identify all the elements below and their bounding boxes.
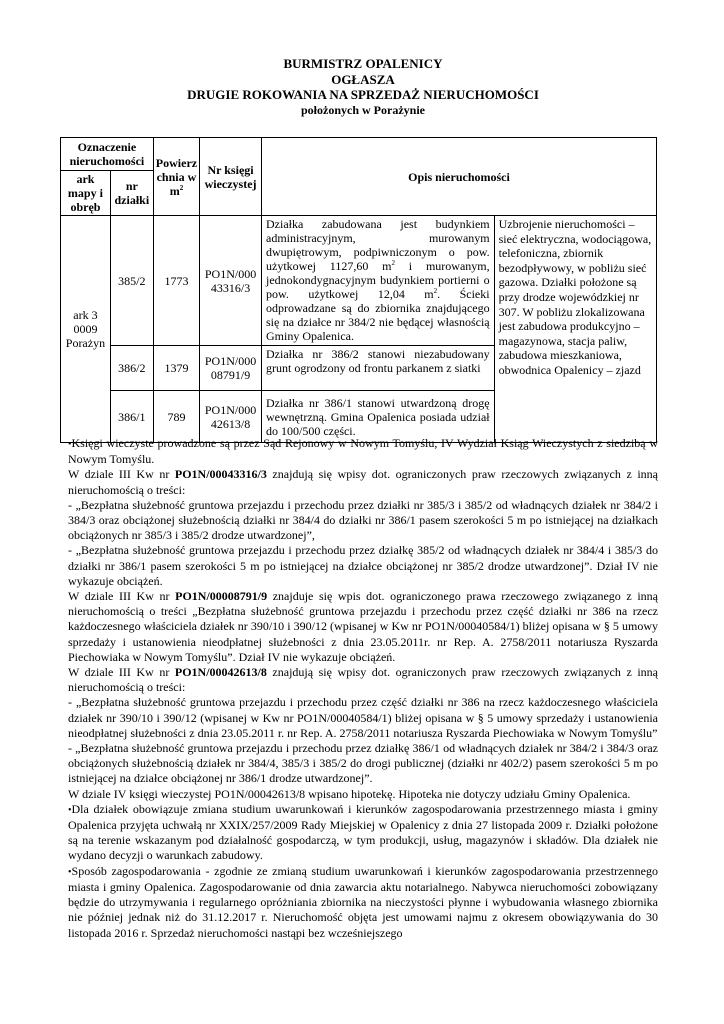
paragraph-mortgage: W dziale IV księgi wieczystej PO1N/00042613/8 wpisano hipotekę. Hipoteka nie dotyczy udziału Gminy Opalenica. xyxy=(68,786,631,801)
header-ark: ark mapy i obręb xyxy=(61,171,111,216)
parcel-description: Działka nr 386/2 stanowi niezabudowany grunt ogrodzony od frontu parkanem z siatki xyxy=(262,346,495,391)
uzbrojenie-cell: Uzbrojenie nieruchomości – sieć elektryczna, wodociągowa, telefoniczna, zbiornik bezodpływowy, w pobliżu sieć gazowa. Działki położone są przy drodze wojewódzkiej nr 307. W pobliżu zlokalizowana jest zabudowa produkcyjno – magazynowa, stacja paliw, zabudowa mieszkaniowa, obwodnica Opalenicy – zjazd xyxy=(494,216,656,443)
header-oznaczenie: Oznaczenie nieruchomości xyxy=(61,138,154,171)
paragraph-easement-2: - „Bezpłatna służebność gruntowa przejazdu i przechodu przez działkę 385/2 od władnących działek nr 384/4 i 385/3 do działki nr 386/1 pasem szerokości 5 m po istniejącej na działce obciążonej nr 385/2 drodze utwardzonej”. Dział IV nie wykazuje obciążeń. xyxy=(68,543,658,588)
parcel-kw: PO1N/000 43316/3 xyxy=(200,216,262,346)
parcel-area: 789 xyxy=(153,391,199,443)
header-opis: Opis nieruchomości xyxy=(262,138,657,216)
header-nr: nr działki xyxy=(110,171,153,216)
parcel-description: Działka zabudowana jest budynkiem administracyjnym, murowanym dwupiętrowym, podpiwniczonym o pow. użytkowej 1127,60 $m^2$ i murowanym, jednokondygnacyjnym budynkiem portierni o pow. użytkowej 12,04 $m^2$. Ścieki odprowadzane są do zbiornika znajdującego się na działce nr 384/2 nie będącej własnością Gminy Opalenica. xyxy=(262,216,495,346)
header-title: BURMISTRZ OPALENICY xyxy=(283,56,443,71)
parcel-area: 1379 xyxy=(153,346,199,391)
paragraph-kw-43316: W dziale III Kw nr PO1N/00043316/3 znajdują się wpisy dot. ograniczonych praw rzeczowych związanych z inną nieruchomością o treści: xyxy=(68,467,658,497)
header-announces: OGŁASZA xyxy=(331,71,395,87)
paragraph-development: •Sposób zagospodarowania - zgodnie ze zmianą studium uwarunkowań i kierunków zagospodarowania przestrzennego miasta i gminy Opalenica. Zagospodarowanie od dnia zawarcia aktu notarialnego. Nabywca nieruchomości zobowiązany będzie do utrzymywania i regularnego opróżniania zbiornika na nieczystości płynne i wybudowania własnego zbiornika nie później jednak niż do 31.12.2017 r. Nieruchomość objęta jest umowami najmu z okresem obowiązywania do 30 listopada 2016 r. Sprzedaż nieruchomości nastąpi bez wcześniejszego xyxy=(68,863,658,940)
header-ksiega: Nr księgi wieczystej xyxy=(200,138,262,216)
property-table xyxy=(60,137,657,443)
paragraph-easement-4: - „Bezpłatna służebność gruntowa przejazdu i przechodu przez działkę 386/1 od władnących działek nr 384/2 i 384/3 oraz obciążonych służebnością działek nr 384/4, 385/3 i 385/2 do drogi publicznej (działki nr 402/2) pasem szerokości 5 m po istniejącej na działce obciążonej nr 386/1 drodze utwardzonej”. xyxy=(68,741,658,786)
header-powierzchnia: Powierz chnia w $m^2$ xyxy=(153,138,199,216)
parcel-kw: PO1N/000 42613/8 xyxy=(200,391,262,443)
parcel-description: Działka nr 386/1 stanowi utwardzoną drogę wewnętrzną. Gmina Opalenica posiada udział do 100/500 części. xyxy=(262,391,495,443)
parcel-number: 386/2 xyxy=(110,346,153,391)
document-body xyxy=(68,436,658,941)
paragraph-kw-court: •Księgi wieczyste prowadzone są przez Sąd Rejonowy w Nowym Tomyślu, IV Wydział Ksiąg Wieczystych z siedzibą w Nowym Tomyślu. xyxy=(68,436,658,467)
header-subject: DRUGIE ROKOWANIA NA SPRZEDAŻ NIERUCHOMOŚCI xyxy=(187,87,539,102)
parcel-kw: PO1N/000 08791/9 xyxy=(200,346,262,391)
paragraph-easement-1: - „Bezpłatna służebność gruntowa przejazdu i przechodu przez działki nr 385/3 i 385/2 od władnących działek nr 384/2 i 384/3 oraz obciążonej służebnością działki nr 384/4 do działki nr 386/1 pasem szerokości 5 m po istniejącej na działkach obciążonych nr 385/3 i 385/2 drodze utwardzonej”, xyxy=(68,497,658,543)
header-location: położonych w Porażynie xyxy=(301,102,425,117)
parcel-area: 1773 xyxy=(153,216,199,346)
document-header xyxy=(68,56,658,118)
parcel-number: 385/2 xyxy=(110,216,153,346)
paragraph-kw-08791: W dziale III Kw nr PO1N/00008791/9 znajduje się wpis dot. ograniczonego prawa rzeczowego związanego z inną nieruchomością o treści „Bezpłatna służebność gruntowa przejazdu i przechodu przez część działki nr 386 na rzecz każdoczesnego właściciela działek nr 390/10 i 390/12 (wpisanej w Kw nr PO1N/00040584/1) bliżej opisana w § 5 umowy sprzedaży i ustanowienia nieodpłatnej służebności z dnia 23.05.2011r. nr Rep. A. 2758/2011 notariusza Ryszarda Piechowiaka w Nowym Tomyślu”. Dział IV nie wykazuje obciążeń. xyxy=(68,589,659,664)
paragraph-study: •Dla działek obowiązuje zmiana studium uwarunkowań i kierunków zagospodarowania przestrzennego miasta i gminy Opalenica przyjęta uchwałą nr XXIX/257/2009 Rady Miejskiej w Opalenicy z dnia 27 listopada 2009 r. Działki położone są na terenie wskazanym pod działalność gospodarczą, w tym produkcji, usług, magazynów i składów. Dla działek nie wydano decyzji o warunkach zabudowy. xyxy=(68,801,658,863)
paragraph-kw-42613: W dziale III Kw nr PO1N/00042613/8 znajdują się wpisy dot. ograniczonych praw rzeczowych związanych z inną nieruchomością o treści: xyxy=(68,665,658,695)
parcel-number: 386/1 xyxy=(110,391,153,443)
ark-cell: ark 3 0009 Porażyn xyxy=(61,216,111,443)
paragraph-easement-3: - „Bezpłatna służebność gruntowa przejazdu i przechodu przez część działki nr 386 na rzecz każdoczesnego właściciela działek nr 390/10 i 390/12 (wpisanej w Kw nr PO1N/00040584/1) bliżej opisana w § 5 umowy sprzedaży i ustanowienia nieodpłatnej służebności z dnia 23.05.2011 r. nr Rep. A. 2758/2011 notariusza Ryszarda Piechowiaka w Nowym Tomyślu” xyxy=(68,695,658,740)
table-row xyxy=(61,216,657,346)
